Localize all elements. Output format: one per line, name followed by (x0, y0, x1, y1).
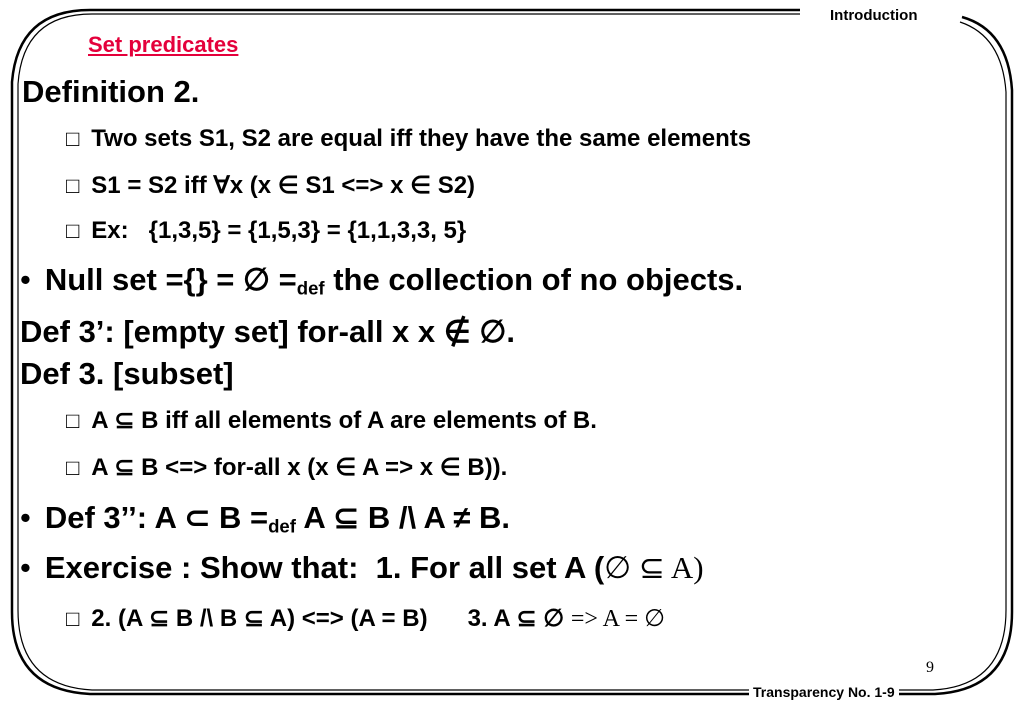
box-bullet-icon: □ (66, 606, 80, 631)
def-3-double-prime-line: • Def 3’’: A ⊂ $B =_{def}$ A ⊆ B /\ A ≠ B. (20, 500, 511, 537)
list-item-text: S1 = S2 iff ∀x (x ∈ S1 <=> x ∈ S2) (91, 172, 476, 199)
list-item (66, 406, 597, 435)
box-bullet-icon: □ (66, 126, 80, 151)
bullet-icon: • (20, 500, 31, 535)
def-3-heading: Def 3. [subset] (20, 356, 234, 391)
list-item (66, 171, 475, 200)
bullet-icon: • (20, 550, 31, 585)
slide-title: Set predicates (88, 32, 239, 57)
list-item-text: Two sets S1, S2 are equal iff they have the same elements (91, 125, 752, 152)
null-set-line: • Null set ={} = ∅ $=_{def}$ the collection of no objects. (20, 262, 744, 299)
transparency-label: Transparency No. 1-9 (749, 684, 899, 700)
box-bullet-icon: □ (66, 173, 80, 198)
list-item (66, 217, 466, 245)
box-bullet-icon: □ (66, 408, 80, 433)
list-item (66, 604, 665, 633)
list-item-text: A ⊆ B iff all elements of A are elements of B. (91, 407, 597, 434)
def-3-prime-line: Def 3’: [empty set] for-all x x ∉ ∅. (20, 314, 516, 349)
exercise-line: • Exercise : Show that: 1. For all set A (∅ ⊆ A) (20, 550, 704, 585)
definition-2-heading: Definition 2. (22, 74, 200, 109)
page-number: 9 (926, 659, 934, 676)
list-item-text: Ex: {1,3,5} = {1,5,3} = {1,1,3,3, 5} (91, 217, 467, 244)
list-item (66, 453, 507, 482)
bullet-icon: • (20, 262, 31, 297)
list-item-text: A ⊆ B <=> for-all x (x ∈ A => x ∈ B)). (91, 454, 508, 481)
section-label: Introduction (826, 7, 921, 24)
box-bullet-icon: □ (66, 218, 80, 243)
list-item (66, 125, 751, 153)
box-bullet-icon: □ (66, 455, 80, 480)
list-item-text: => A = ∅ (570, 606, 666, 632)
list-item-text: 2. (A ⊆ B /\ B ⊆ A) <=> (A = B) 3. A ⊆ ∅ (91, 605, 571, 632)
